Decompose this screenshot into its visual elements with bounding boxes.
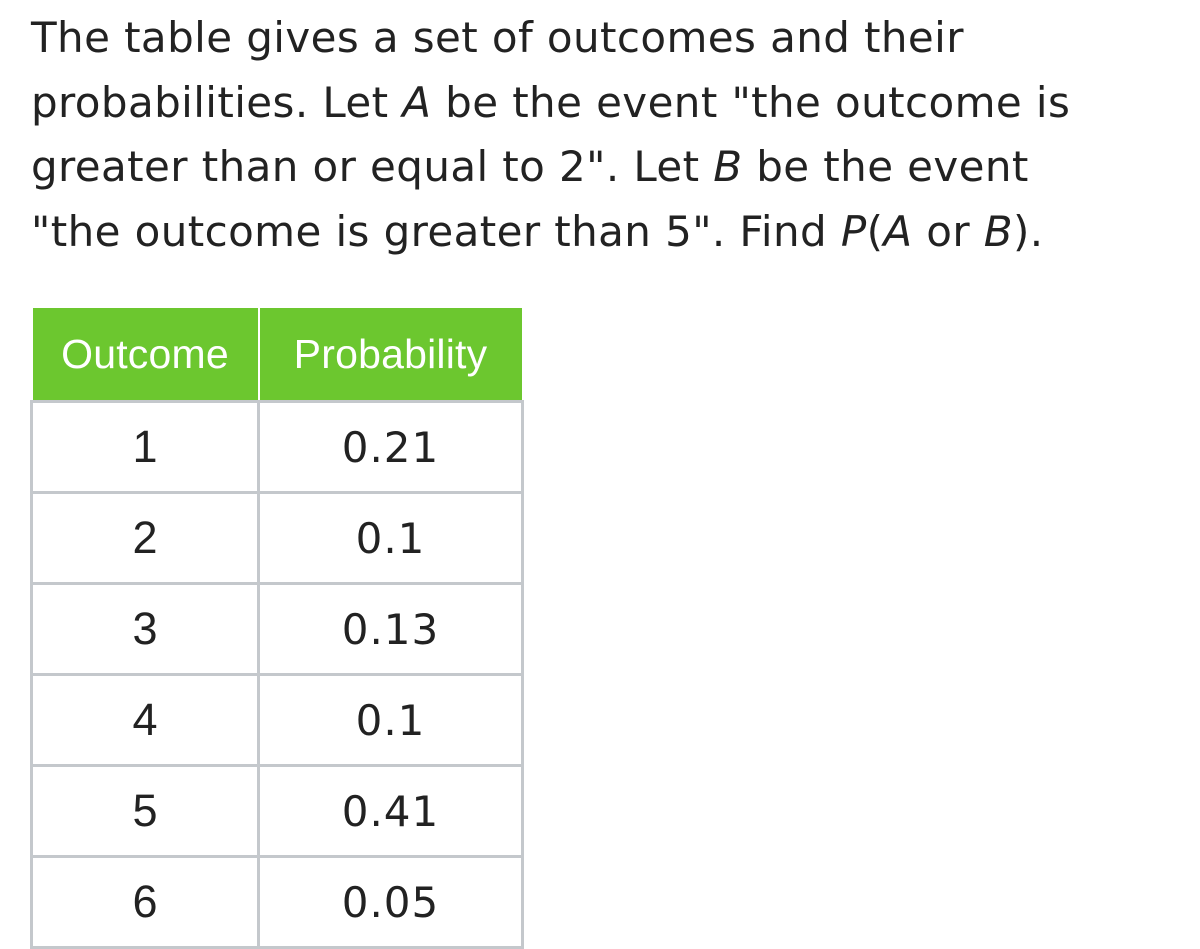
question-text-segment: be the event "the outcome is	[431, 77, 1071, 127]
outcome-cell: 5	[32, 766, 259, 857]
outcome-cell: 4	[32, 675, 259, 766]
outcome-probability-table	[30, 306, 524, 949]
event-a-symbol: A	[883, 206, 913, 256]
question-text-segment: The table gives a set of outcomes and their	[31, 13, 964, 62]
question-line	[31, 71, 1191, 136]
table-row	[32, 766, 523, 857]
event-b-symbol: B	[713, 142, 743, 191]
probability-cell: 0.05	[259, 857, 523, 948]
probability-cell: 0.1	[259, 493, 523, 584]
table-header-row	[32, 307, 523, 402]
question-text-segment: or	[912, 206, 984, 256]
probability-cell: 0.13	[259, 584, 523, 675]
table-row	[32, 402, 523, 493]
question-line	[31, 135, 1191, 200]
outcome-cell: 6	[32, 857, 259, 948]
event-a-symbol: A	[402, 77, 432, 127]
question-text-segment: "the outcome is greater than 5". Find	[31, 206, 841, 256]
probability-cell: 0.1	[259, 675, 523, 766]
question-text-segment: be the event	[742, 142, 1029, 191]
question-text-segment: greater than or equal to 2". Let	[31, 142, 714, 191]
question-text-segment: probabilities. Let	[31, 77, 403, 127]
probability-symbol: P	[840, 206, 867, 256]
outcome-cell: 1	[32, 402, 259, 493]
outcome-cell: 2	[32, 493, 259, 584]
outcome-cell: 3	[32, 584, 259, 675]
event-b-symbol: B	[983, 206, 1013, 256]
probability-cell: 0.21	[259, 402, 523, 493]
table-row	[32, 584, 523, 675]
table-row	[32, 493, 523, 584]
table-row	[32, 857, 523, 948]
table-row	[32, 675, 523, 766]
header-probability: Probability	[259, 307, 523, 402]
question-line	[31, 6, 1191, 71]
probability-cell: 0.41	[259, 766, 523, 857]
header-outcome: Outcome	[32, 307, 259, 402]
question-text	[31, 6, 1191, 264]
question-text-segment: (	[866, 206, 884, 256]
question-text-segment: ).	[1012, 206, 1044, 256]
question-line	[31, 200, 1191, 265]
